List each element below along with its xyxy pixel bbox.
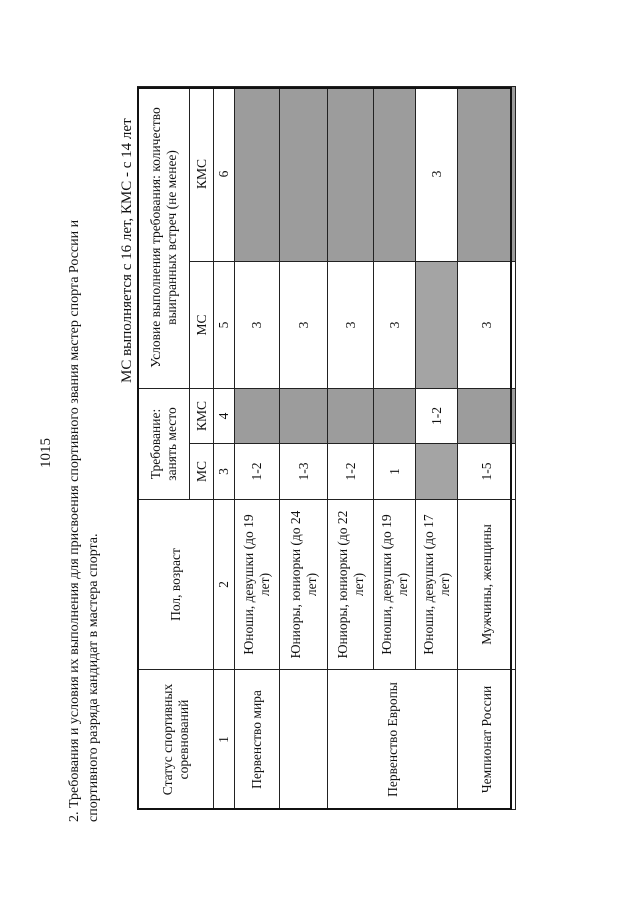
heading-line-2: спортивного разряда кандидат в мастера спорта. — [86, 533, 101, 822]
col-number: 2 — [214, 500, 235, 670]
table-row — [235, 86, 280, 809]
kms-place-cell — [458, 389, 516, 444]
kms-place-cell: 1-2 — [416, 389, 458, 444]
status-cell: Чемпионат России — [458, 670, 516, 810]
table-row — [280, 86, 328, 809]
kms-wins-cell — [328, 86, 374, 261]
status-cell: Первенство мира — [235, 670, 280, 810]
header-place-requirement: Требование: занять место — [138, 389, 190, 500]
requirements-table — [137, 86, 516, 810]
ms-place-cell — [416, 444, 458, 500]
kms-place-cell — [280, 389, 328, 444]
col-number: 5 — [214, 262, 235, 389]
kms-wins-cell — [374, 86, 416, 261]
kms-place-cell — [235, 389, 280, 444]
kms-place-cell — [374, 389, 416, 444]
col-number: 6 — [214, 86, 235, 261]
group-cell: Мужчины, женщины — [458, 500, 516, 670]
kms-place-cell — [328, 389, 374, 444]
heading-line-1: 2. Требования и условия их выполнения для присвоения спортивного звания мастер спорта России и — [67, 219, 82, 822]
col-number: 3 — [214, 444, 235, 500]
header-kms-place: КМС — [190, 389, 214, 444]
header-kms-wins: КМС — [190, 86, 214, 261]
ms-wins-cell: 3 — [374, 262, 416, 389]
group-cell: Юноши, девушки (до 19 лет) — [374, 500, 416, 670]
group-cell: Юниоры, юниорки (до 24 лет) — [280, 500, 328, 670]
header-wins-condition: Условие выполнения требования: количество выигранных встреч (не менее) — [138, 86, 190, 388]
ms-place-cell: 1-2 — [235, 444, 280, 500]
kms-wins-cell — [235, 86, 280, 261]
ms-wins-cell: 3 — [280, 262, 328, 389]
group-cell: Юноши, девушки (до 19 лет) — [235, 500, 280, 670]
kms-wins-cell — [458, 86, 516, 261]
status-cell: Первенство Европы — [328, 670, 458, 810]
ms-wins-cell: 3 — [328, 262, 374, 389]
table-row — [458, 86, 516, 809]
ms-wins-cell: 3 — [235, 262, 280, 389]
page-number: 1015 — [38, 438, 54, 468]
kms-wins-cell — [280, 86, 328, 261]
group-cell: Юноши, девушки (до 17 лет) — [416, 500, 458, 670]
header-status: Статус спортивных соревнований — [138, 670, 214, 810]
col-number: 4 — [214, 389, 235, 444]
ms-place-cell: 1 — [374, 444, 416, 500]
age-note: МС выполняется с 16 лет, КМС - с 14 лет — [119, 118, 135, 383]
table-row — [328, 86, 374, 809]
ms-wins-cell: 3 — [458, 262, 516, 389]
header-ms-place: МС — [190, 444, 214, 500]
group-cell: Юниоры, юниорки (до 22 лет) — [328, 500, 374, 670]
header-gender-age: Пол, возраст — [138, 500, 214, 670]
kms-wins-cell: 3 — [416, 86, 458, 261]
ms-place-cell: 1-5 — [458, 444, 516, 500]
requirements-table-rotated — [137, 87, 512, 810]
ms-place-cell: 1-2 — [328, 444, 374, 500]
ms-wins-cell — [416, 262, 458, 389]
ms-place-cell: 1-3 — [280, 444, 328, 500]
status-cell — [280, 670, 328, 810]
col-number: 1 — [214, 670, 235, 810]
header-ms-wins: МС — [190, 262, 214, 389]
